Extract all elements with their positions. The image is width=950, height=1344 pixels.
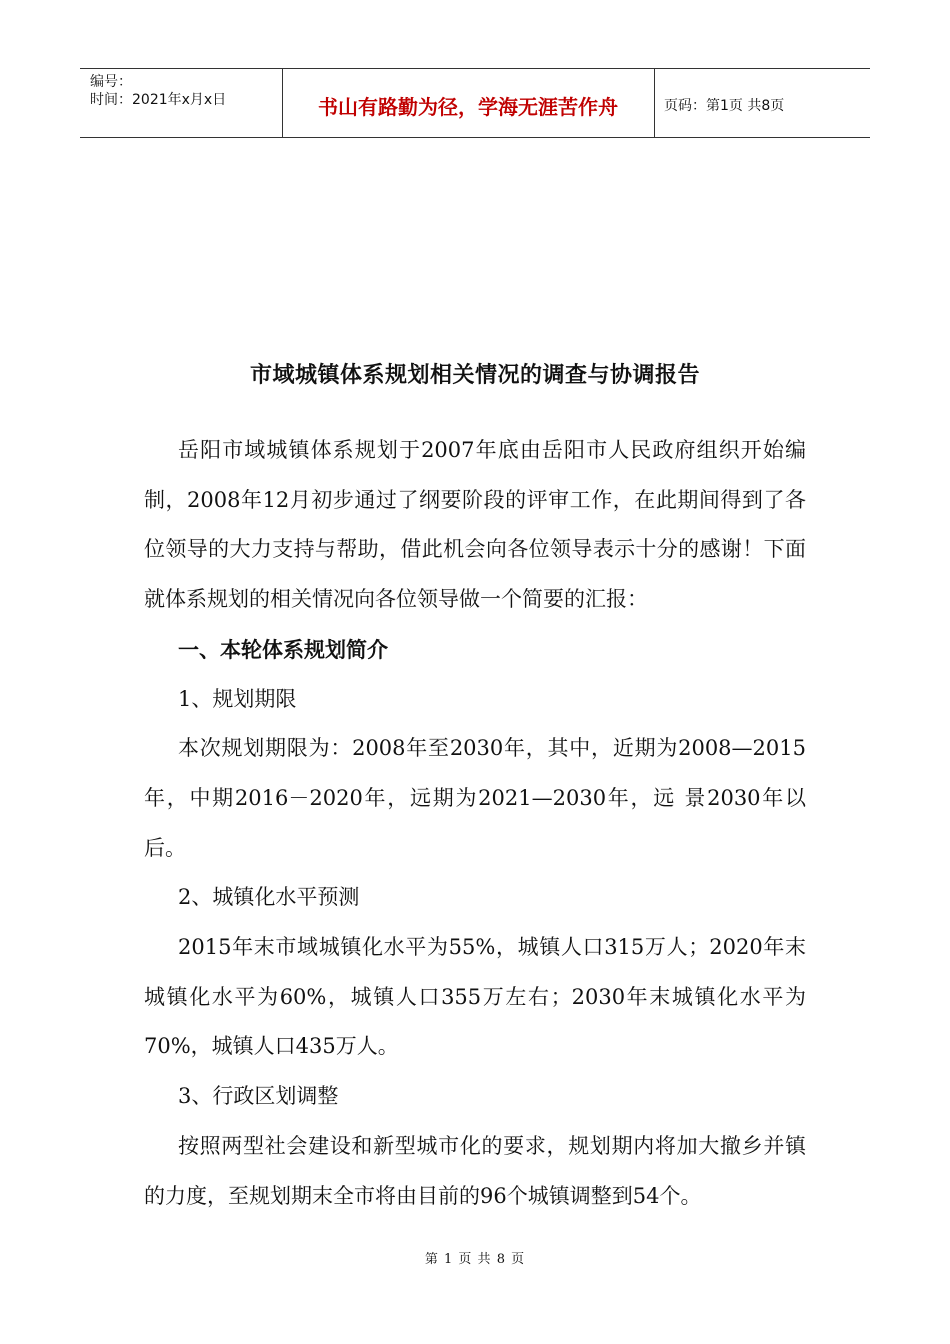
- paragraph-admin-division: 按照两型社会建设和新型城市化的要求，规划期内将加大撤乡并镇的力度，至规划期末全市将由目前的96个城镇调整到54个。: [144, 1133, 806, 1208]
- section-heading-1: 一、本轮体系规划简介: [178, 636, 388, 662]
- paragraph-planning-period: 本次规划期限为：2008年至2030年，其中，近期为2008—2015年，中期2016－2020年，远期为2021—2030年，远 景2030年以后。: [144, 736, 806, 860]
- subheading-planning-period: 1、规划期限: [178, 686, 297, 711]
- page-info: 页码：第1页 共8页: [664, 98, 785, 114]
- date-text: 时间：2021年x月x日: [90, 92, 227, 108]
- paragraph-urbanization: 2015年末市域城镇化水平为55%，城镇人口315万人；2020年末城镇化水平为60%，城镇人口355万左右；2030年末城镇化水平为70%，城镇人口435万人。: [144, 935, 806, 1059]
- document-body: [144, 426, 806, 1221]
- motto-text: 书山有路勤为径，学海无涯苦作舟: [318, 95, 618, 119]
- subheading-urbanization: 2、城镇化水平预测: [178, 885, 360, 910]
- header-motto-cell: [282, 69, 655, 137]
- document-title: 市域城镇体系规划相关情况的调查与协调报告: [249, 362, 700, 388]
- header-meta-cell: [80, 69, 283, 137]
- header-page-cell: [654, 69, 870, 137]
- page-header: [80, 68, 870, 138]
- serial-label: 编号：: [90, 74, 132, 90]
- page-footer: 第 1 页 共 8 页: [424, 1252, 526, 1267]
- subheading-admin-division: 3、行政区划调整: [178, 1084, 339, 1109]
- paragraph-intro: 岳阳市域城镇体系规划于2007年底由岳阳市人民政府组织开始编制，2008年12月初步通过了纲要阶段的评审工作，在此期间得到了各位领导的大力支持与帮助，借此机会向各位领导表示十分的感谢！下面就体系规划的相关情况向各位领导做一个简要的汇报：: [144, 438, 806, 612]
